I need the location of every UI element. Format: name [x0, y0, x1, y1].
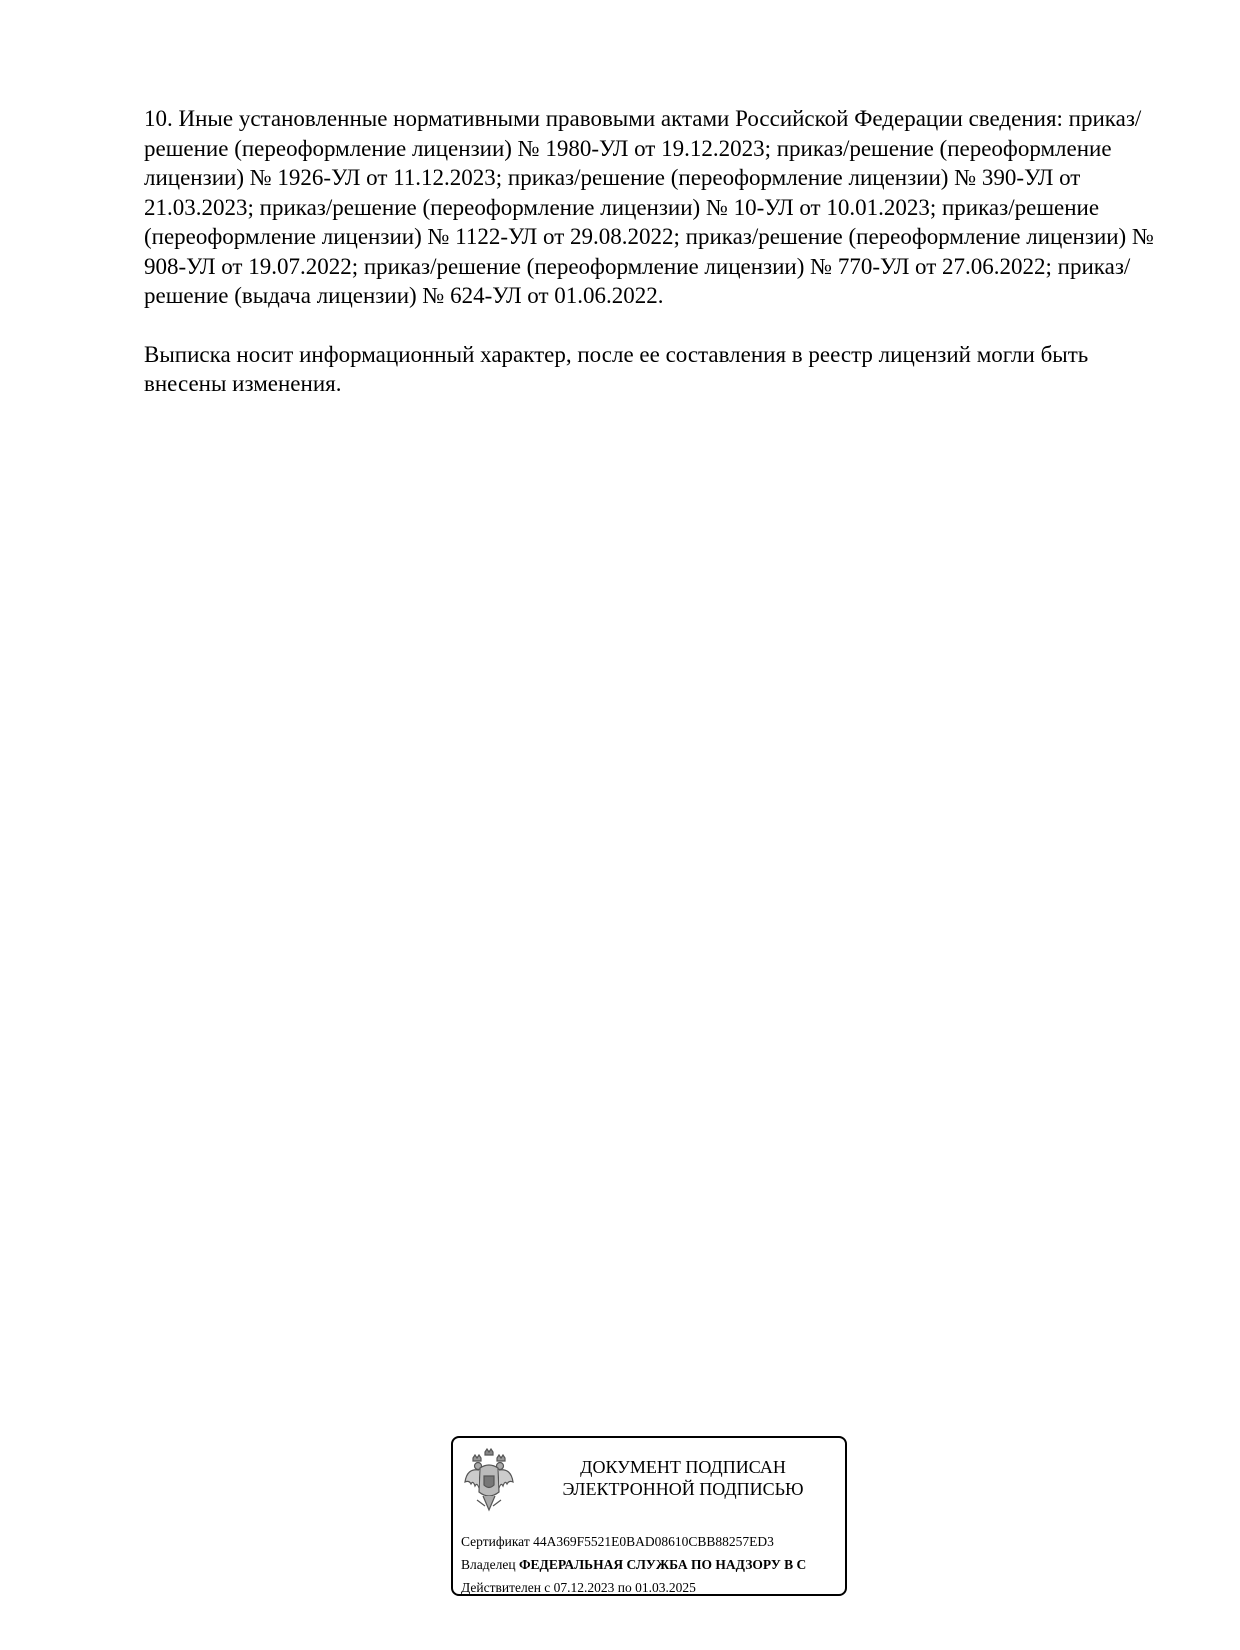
- stamp-title-line-2: ЭЛЕКТРОННОЙ ПОДПИСЬЮ: [562, 1479, 804, 1499]
- owner-row: [461, 1553, 841, 1576]
- certificate-value: 44A369F5521E0BAD08610CBB88257ED3: [533, 1534, 774, 1549]
- electronic-signature-stamp: [451, 1436, 847, 1596]
- disclaimer-paragraph: Выписка носит информационный характер, после ее составления в реестр лицензий могли быть внесены изменения.: [144, 341, 1089, 396]
- paragraph-10: 10. Иные установленные нормативными правовыми актами Российской Федерации сведения: приказ/решение (переоформление лицензии) № 1980-УЛ от 19.12.2023; приказ/решение (переоформление лицензии) № 1926-УЛ от 11.12.2023; приказ/решение (переоформление лицензии) № 390-УЛ от 21.03.2023; приказ/решение (переоформление лицензии) № 10-УЛ от 10.01.2023; приказ/решение (переоформление лицензии) № 1122-УЛ от 29.08.2022; приказ/решение (переоформление лицензии) № 908-УЛ от 19.07.2022; приказ/решение (переоформление лицензии) № 770-УЛ от 27.06.2022; приказ/решение (выдача лицензии) № 624-УЛ от 01.06.2022.: [144, 106, 1154, 308]
- certificate-row: [461, 1530, 841, 1553]
- stamp-details: [461, 1530, 841, 1596]
- certificate-label: Сертификат: [461, 1534, 530, 1549]
- coat-of-arms-icon: [463, 1448, 515, 1516]
- stamp-title: [527, 1456, 839, 1500]
- document-body: [144, 104, 1154, 399]
- owner-value: ФЕДЕРАЛЬНАЯ СЛУЖБА ПО НАДЗОРУ В С: [518, 1557, 807, 1572]
- stamp-title-line-1: ДОКУМЕНТ ПОДПИСАН: [580, 1457, 786, 1477]
- validity-row: Действителен с 07.12.2023 по 01.03.2025: [461, 1580, 696, 1595]
- owner-label: Владелец: [461, 1557, 516, 1572]
